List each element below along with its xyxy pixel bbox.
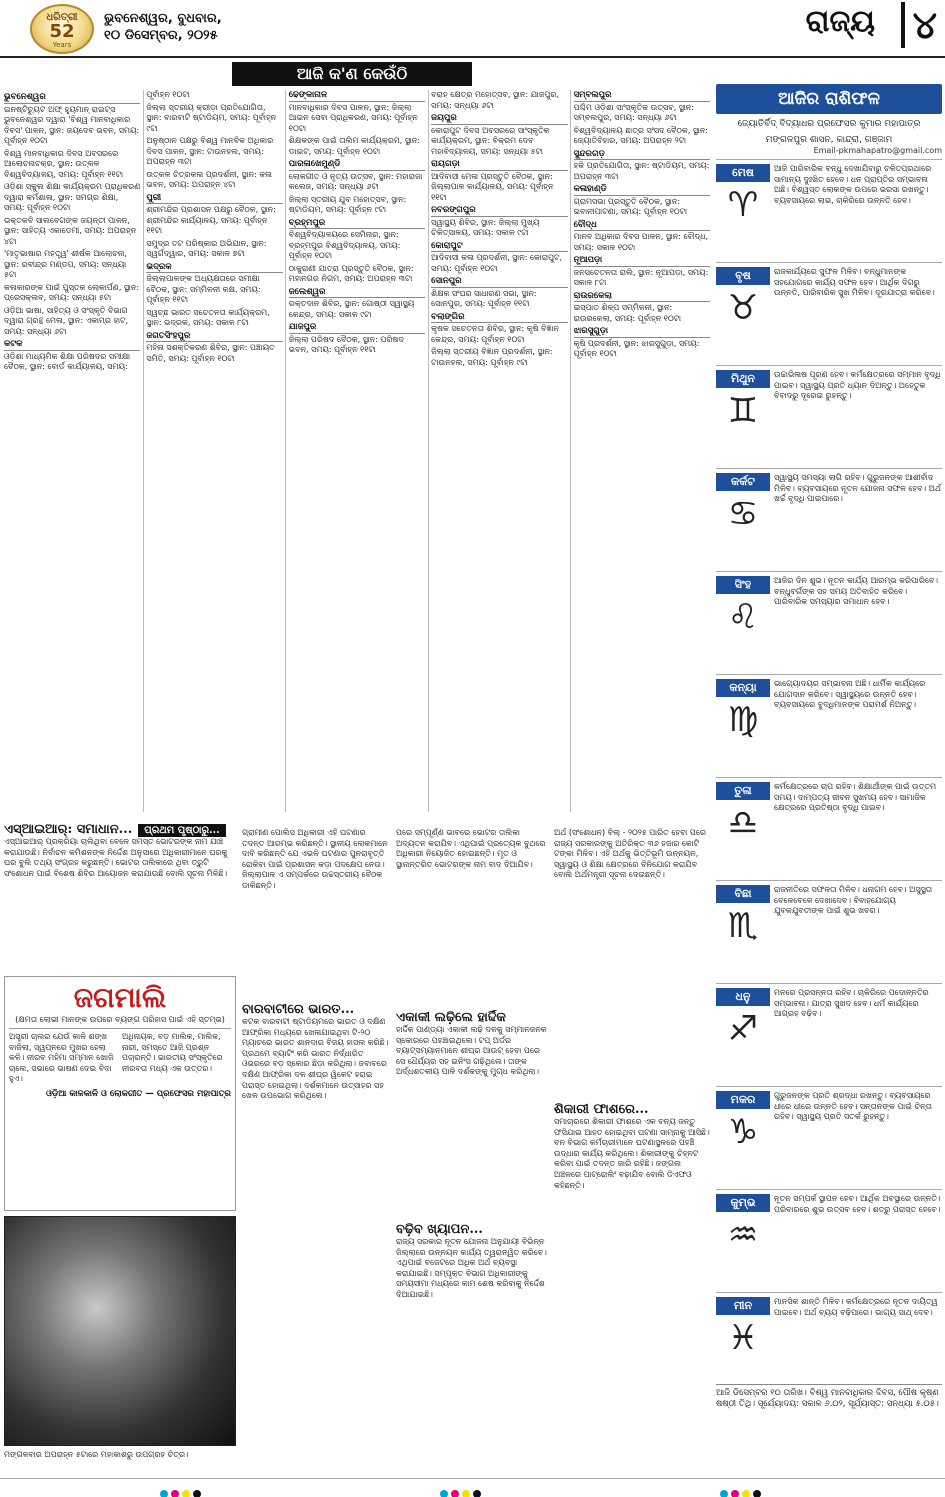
listing-item: ପଶ୍ଚିମ ଓଡ଼ିଶା ସାଂସ୍କୃତିକ ଉତ୍ସବ, ସ୍ଥାନ: ସମ୍ବଲପୁର, ସମୟ: ସନ୍ଧ୍ୟା ୬ଟା [573,102,694,122]
sign-prediction: ରାଜକାର୍ଯ୍ୟରେ ସୁଫଳ ମିଳିବ। ବନ୍ଧୁମାନଙ୍କ ସହଯୋଗରେ କାର୍ଯ୍ୟ ସଫଳ ହେବ। ଆର୍ଥିକ ଦିଗରୁ ଉନ୍ନତି, ପାରିବାରିକ ସୁଖ ମିଳିବ। ଦୂରଯାତ୍ରା କରିବେ। [774,267,935,297]
listing-city: ଢେଙ୍କାନାଳ [289,90,425,102]
news-barabati [242,1002,390,1442]
listing-item: ଭକ୍ତକବି ସାଲବେଗଙ୍କ ଜୟନ୍ତୀ ପାଳନ, ସ୍ଥାନ: ସାହିତ୍ୟ ଏକାଡେମୀ, ସମୟ: ଅପରାହ୍ନ ୪ଟା [4,215,137,246]
listing-city: ଯାଜପୁର [289,322,425,334]
listing-city: ନବରଙ୍ଗପୁର [431,205,567,217]
zodiac-symbol-icon: ♑ [727,1112,759,1152]
zodiac-sign [716,674,942,777]
listing-item: ବିଶ୍ୱ ମାନବାଧିକାର ଦିବସ ଅବସରରେ ଆଲୋଚନାଚକ୍ର, ସ୍ଥାନ: ଉତ୍କଳ ବିଶ୍ୱବିଦ୍ୟାଳୟ, ସମୟ: ପୂର୍ବାହ୍ନ ୧୧ଟା [4,148,124,179]
listing-city: କୋରାପୁଟ [431,241,567,253]
listing-item: ଶ୍ରୀମନ୍ଦିର ପ୍ରଶାସନ ପକ୍ଷରୁ ବୈଠକ, ସ୍ଥାନ: ଶ୍ରୀମନ୍ଦିର କାର୍ଯ୍ୟାଳୟ, ସମୟ: ପୂର୍ବାହ୍ନ ୧୧ଟା [146,205,276,235]
logo-name: ଧରିତ୍ରୀ [46,12,78,23]
sign-name: କନ୍ୟା [716,679,770,697]
listing-item: ଶିକ୍ଷକଙ୍କ ପାଇଁ ତାଲିମ କାର୍ଯ୍ୟକ୍ରମ, ସ୍ଥାନ: ଡାଇଟ, ସମୟ: ପୂର୍ବାହ୍ନ ୧୦ଟା [288,136,421,156]
listing-item: ଆଦିବାସୀ କଳା ପ୍ରଦର୍ଶନୀ, ସ୍ଥାନ: କୋରାପୁଟ, ସମୟ: ପୂର୍ବାହ୍ନ ୧୦ଟା [431,253,563,273]
page-number: ୪ [901,2,937,48]
listing-item: ଜିଲ୍ଲା ସ୍ତରୀୟ ବିଜ୍ଞାନ ପ୍ରଦର୍ଶନୀ, ସ୍ଥାନ: ଟାଉନହଲ, ସମୟ: ପୂର୍ବାହ୍ନ ୯ଟା [431,347,553,367]
listing-city: କଳାହାଣ୍ଡି [574,184,710,196]
jagamali-columns [9,1032,231,1085]
sign-badge [716,782,770,876]
sign-name: ସିଂହ [716,576,770,594]
listing-item: କୋରାପୁଟ ଦିବସ ଅବସରରେ ସାଂସ୍କୃତିକ କାର୍ଯ୍ୟକ୍ରମ, ସ୍ଥାନ: ବିକ୍ରମ ଦେବ ମହାବିଦ୍ୟାଳୟ, ସମୟ: ସନ୍ଧ୍ୟା ୫ଟା [431,125,550,156]
sign-badge [716,1194,770,1288]
news-police-body: ଗ୍ରାମୀଣ ପୋଲିସ ଅଧିକାରୀ ଏହି ଘଟଣାର ତଦନ୍ତ ଆରମ୍ଭ କରିଛନ୍ତି। ସ୍ଥାନୀୟ ଲୋକମାନେ ଦାବି କରିଛନ୍ତି ଯେ ଏଭଳି ଘଟଣାର ପୁନରାବୃତ୍ତି ରୋକିବା ପାଇଁ ପ୍ରଶାସନ କଡ଼ା ପଦକ୍ଷେପ ନେଉ। ଜିଲ୍ଲାପାଳ ଏ ସମ୍ପର୍କରେ ଉଚ୍ଚସ୍ତରୀୟ ବୈଠକ ଡାକିଛନ୍ତି। [242,828,388,890]
listing-city: ଝାରସୁଗୁଡ଼ା [574,326,710,338]
listing-item: ବରାହ କ୍ଷେତ୍ର ମହୋତ୍ସବ, ସ୍ଥାନ: ଯାଜପୁର, ସମୟ: ସନ୍ଧ୍ୟା ୬ଟା [431,90,559,110]
sign-prediction: ଆଜିର ଦିନ ଶୁଭ। ନୂତନ କାର୍ଯ୍ୟ ଆରମ୍ଭ କରିପାରିବେ। ବନ୍ଧୁବର୍ଗଙ୍କ ସହ ସମୟ ଅତିବାହିତ କରିବେ। ପାରିବାରିକ ସମସ୍ୟାର ସମାଧାନ ହେବ। [774,576,938,606]
sign-badge [716,164,770,258]
listing-city: ବ୍ରହ୍ମପୁର [289,218,425,230]
sign-prediction: ରାଜନୀତିରେ ସଫଳତା ମିଳିବ। ଧନାଗମ ହେବ। ଅସୁସ୍ଥତା ବେଳେବେଳେ ଦେଖାଦେବ। ବିବାହଯୋଗ୍ୟ ଯୁବକଯୁବତୀଙ୍କ ପାଇଁ ଶୁଭ ଖବର। [774,885,933,915]
zodiac-sign [716,983,942,1086]
listing-city: ରାଉରକେଲା [574,291,710,303]
registration-marks [160,1483,210,1493]
listing-item: ଅନୁଷ୍ଠାନ ପକ୍ଷରୁ ବିଶ୍ୱ ମାନବିକ ଅଧିକାର ଦିବସ ପାଳନ, ସ୍ଥାନ: ଟାଉନହଲ, ସମୟ: ଅପରାହ୍ନ ୩ଟା [146,136,274,166]
listing-item: ଓଡ଼ିଆ ଭାଷା, ସାହିତ୍ୟ ଓ ସଂସ୍କୃତି ବିଭାଗ ଦ୍ୱାରା ଗ୍ରନ୍ଥ ମେଳା, ସ୍ଥାନ: ଏକାମ୍ର ହାଟ, ସମୟ: ସନ୍ଧ୍ୟା ୬ଟା [4,305,129,336]
newspaper-logo[interactable] [30,4,94,54]
festival-note: ଆଜି ଡିସେମ୍ବର ୧୦ ତାରିଖ। ବିଶ୍ୱ ମାନବାଧିକାର ଦିବସ, ପୌଷ କୃଷ୍ଣ ଷଷ୍ଠୀ ତିଥି। ସୂର୍ଯ୍ୟୋଦୟ: ସକାଳ ୬.୦୨, ସୂର୍ଯ୍ୟାସ୍ତ: ସନ୍ଧ୍ୟା ୫.୦୫। [716,1384,942,1410]
sign-badge [716,267,770,361]
news-sikari-body: ସମାଚାରରେ ଶିକାରୀ ଫାଶରେ ଏକ ବନ୍ୟ ଜନ୍ତୁ ଫସିଯାଇ ଆହତ ହୋଇଥିବା ଘଟଣା ସାମ୍ନାକୁ ଆସିଛି। ବନ ବିଭାଗ କର୍ମଚାରୀମାନେ ଘଟଣାସ୍ଥଳରେ ପହଞ୍ଚି ଉଦ୍ଧାର କାର୍ଯ୍ୟ କରିଥିଲେ। ଶିକାରୀଙ୍କୁ ଚିହ୍ନଟ କରିବା ପାଇଁ ତଦନ୍ତ ଜାରି ରହିଛି। ଜଙ୍ଗଲ ଅଞ୍ଚଳରେ ପାଟ୍ରୋଲିଂ ବଢ଼ାଯିବ ବୋଲି ଡିଏଫଓ କହିଛନ୍ତି। [554,1117,710,1190]
zodiac-symbol-icon: ♓ [727,1318,759,1358]
listing-item: ସମୁଦ୍ର ତଟ ପରିଷ୍କାର ଅଭିଯାନ, ସ୍ଥାନ: ସ୍ୱର୍ଗଦ୍ୱାର, ସମୟ: ସକାଳ ୭ଟା [146,238,267,258]
listing-item: ସ୍ୱଚ୍ଛ ଭାରତ ସଚେତନତା କାର୍ଯ୍ୟକ୍ରମ, ସ୍ଥାନ: ଭଦ୍ରକ, ସମୟ: ସକାଳ ୮ଟା [146,307,270,327]
zodiac-symbol-icon: ♏ [727,906,759,946]
zodiac-sign [716,1086,942,1189]
listing-item: କୃଷକ ସଚେତନତା ଶିବିର, ସ୍ଥାନ: କୃଷି ବିଜ୍ଞାନ କେନ୍ଦ୍ର, ସମୟ: ପୂର୍ବାହ୍ନ ୧୦ଟା [431,324,559,344]
zodiac-sign [716,1189,942,1292]
news-barabati-body: କଟକ ବାରବାଟୀ ଷ୍ଟାଡିୟମରେ ଭାରତ ଓ ଦକ୍ଷିଣ ଆଫ୍ରିକା ମଧ୍ୟରେ ଖେଳାଯାଇଥିବା ଟି-୨୦ ମ୍ୟାଚରେ ଭାରତ ଶାନଦାର ବିଜୟ ହାସଲ କରିଛି। ପ୍ରଥମେ ବ୍ୟାଟିଂ କରି ଭାରତ ନିର୍ଦ୍ଧାରିତ ଓଭରରେ ବଡ଼ ସ୍କୋର ଛିଡ଼ା କରିଥିଲା। ଜବାବରେ ଦକ୍ଷିଣ ଆଫ୍ରିକା ଦଳ ଶୀଘ୍ର ୱିକେଟ ହରାଇ ପରାସ୍ତ ହୋଇଥିଲା। ଦର୍ଶକମାନେ ଉତ୍ସାହର ସହ ଖେଳ ଉପଭୋଗ କରିଥିଲେ। [242,1017,389,1101]
zodiac-symbol-icon: ♒ [727,1215,759,1255]
sign-name: ମେଷ [716,164,770,182]
jagamali-title: ଜଗମାଲି [73,981,167,1014]
news-hardik [396,1010,548,1220]
listing-city: ନୂଆପଡ଼ା [574,255,710,267]
jagamali-box [4,976,236,1211]
news-hardik-title: ଏକାକୀ ଲଢ଼ିଲେ ହାର୍ଦ୍ଦିକ [396,1010,506,1025]
sign-name: କର୍କଟ [716,473,770,491]
sign-badge [716,885,770,979]
zodiac-symbol-icon: ♎ [727,803,759,843]
listing-city: ପାରଳାଖେମୁଣ୍ଡି [289,159,425,171]
sign-badge [716,576,770,670]
zodiac-symbol-icon: ♋ [727,494,759,534]
sign-name: ତୁଳା [716,782,770,800]
sign-prediction: ଗୁରୁଜନଙ୍କ ପ୍ରତି ଶ୍ରଦ୍ଧା ରଖନ୍ତୁ। ବ୍ୟବସାୟରେ ଧୀରେ ଧୀରେ ଉନ୍ନତି ହେବ। ସନ୍ତାନଙ୍କ ପାଇଁ ଚିନ୍ତା ରହିବ। ସ୍ୱାସ୍ଥ୍ୟ ପ୍ରତି ସତର୍କ ରୁହନ୍ତୁ। [774,1091,932,1121]
listing-city: ରାୟଗଡ଼ା [431,159,567,171]
listing-city: ସୋନପୁର [431,276,567,288]
satellite-caption: ମଙ୍ଗଳବାର ଅପରାହ୍ନ ୫ଟାରେ ମହାକାଶରୁ ଉପଗ୍ରହ ଚିତ୍ର। [4,1450,189,1459]
listing-item: ଜିଲ୍ଲା ସ୍ତରୀୟ କ୍ରୀଡ଼ା ପ୍ରତିଯୋଗିତା, ସ୍ଥାନ: ବାରବାଟି ଷ୍ଟାଡିୟମ, ସମୟ: ପୂର୍ବାହ୍ନ ୯ଟା [146,102,277,133]
sign-prediction: ନୂତନ ସମ୍ପର୍କ ସ୍ଥାପନ ହେବ। ଆର୍ଥିକ ଅବସ୍ଥାରେ ଉନ୍ନତି। ପରିବାରରେ ଶୁଭ ଉତ୍ସବ ହେବ। ଶତ୍ରୁ ପରାସ୍ତ ହେବେ। [774,1194,941,1214]
zodiac-sign [716,262,942,365]
continued-tag: ପ୍ରଥମ ପୃଷ୍ଠାରୁ... [138,824,225,837]
satellite-image [4,1216,236,1446]
listing-item: ମାନବାଧିକାର ଦିବସ ପାଳନ, ସ୍ଥାନ: ଜିଲ୍ଲା ଆଇନ ସେବା ପ୍ରାଧିକରଣ, ସମୟ: ପୂର୍ବାହ୍ନ ୧୦ଟା [288,102,418,133]
listing-city: ସୁନ୍ଦରଗଡ଼ [574,149,710,161]
listing-item: ମହିଳା ସଶକ୍ତିକରଣ ଶିବିର, ସ୍ଥାନ: ପଞ୍ଚାୟତ ସମିତି, ସମୟ: ପୂର୍ବାହ୍ନ ୧୦ଟା [146,343,275,363]
listing-city: ପୁରୀ [146,193,282,205]
dateline [104,10,222,44]
masthead [0,0,945,58]
sign-name: ବିଛା [716,885,770,903]
date-line-2: ୧୦ ଡିସେମ୍ବର, ୨୦୨୫ [104,28,218,43]
listing-city: ସମ୍ବଲପୁର [574,90,710,102]
listing-item: ସ୍ୱାସ୍ଥ୍ୟ ଶିବିର, ସ୍ଥାନ: ଜିଲ୍ଲା ମୁଖ୍ୟ ଚିକିତ୍ସାଳୟ, ସମୟ: ସକାଳ ୯ଟା [431,217,540,237]
listing-item: ଇସ୍ପାତ ଶିଳ୍ପ ସମ୍ମିଳନୀ, ସ୍ଥାନ: ରାଉରକେଲା, ସମୟ: ପୂର୍ବାହ୍ନ ୧୦ଟା [573,303,682,323]
listing-item: କଳାକାରଙ୍କ ପାଇଁ ପୁସ୍ତକ ଲୋକାର୍ପଣ, ସ୍ଥାନ: ପ୍ରେସକ୍ଲବ, ସମୟ: ସନ୍ଧ୍ୟା ୫ଟା [4,282,140,302]
listing-item: ଜିଲ୍ଲା ସ୍ତରୀୟ ଯୁବ ମହୋତ୍ସବ, ସ୍ଥାନ: ଷ୍ଟାଡିୟମ, ସମୟ: ପୂର୍ବାହ୍ନ ୯ଟା [288,194,407,214]
events-banner: ଆଜି କ'ଣ କେଉଁଠି [232,62,472,86]
zodiac-sign [716,777,942,880]
listing-item: ଠାକୁରାଣୀ ଯାତ୍ରା ପ୍ରସ୍ତୁତି ବୈଠକ, ସ୍ଥାନ: ମହାନଗର ନିଗମ, ସମୟ: ଅପରାହ୍ନ ୩ଟା [288,263,414,283]
registration-marks [720,1483,770,1493]
news-baddhi-body: ରାଜ୍ୟ ସରକାର ନୂତନ ଯୋଜନା ଅନୁଯାୟୀ ବିଭିନ୍ନ ଜିଲ୍ଲାରେ ଉନ୍ନୟନ କାର୍ଯ୍ୟ ତ୍ୱରାନ୍ୱିତ କରିବେ। ଏଥିପାଇଁ ବଜେଟରେ ଅଧିକ ଅର୍ଥ ବ୍ୟବସ୍ଥା କରାଯାଇଛି। ସମ୍ପୃକ୍ତ ବିଭାଗ ଅଧିକାରୀଙ୍କୁ ସମୟସୀମା ମଧ୍ୟରେ କାମ ଶେଷ କରିବାକୁ ନିର୍ଦ୍ଦେଶ ଦିଆଯାଇଛି। [396,1237,547,1299]
listing-item: ଲୋକଗୀତ ଓ ନୃତ୍ୟ ଉତ୍ସବ, ସ୍ଥାନ: ମହାରାଜା କଲେଜ, ସମୟ: ସନ୍ଧ୍ୟା ୬ଟା [288,171,423,191]
news-sikari-title: ଶିକାରୀ ଫାଶରେ... [554,1102,649,1117]
sign-badge [716,679,770,773]
zodiac-sign [716,1292,942,1395]
listing-item: ଆଦିବାସୀ ମେଳା ପ୍ରସ୍ତୁତି ବୈଠକ, ସ୍ଥାନ: ଜିଲ୍ଲାପାଳ କାର୍ଯ୍ୟାଳୟ, ସମୟ: ପୂର୍ବାହ୍ନ ୧୧ଟା [431,171,554,202]
horoscope-title: ଆଜିର ରାଶିଫଳ [716,84,942,114]
logo-years: 52 [49,21,75,42]
news-sir-body: ଏସ୍ଆଇଆର୍ ପ୍ରକ୍ରିୟା ଚାଲିଥିବା ବେଳେ ସମସ୍ତ ଭୋଟରଙ୍କ ନାମ ଯାଞ୍ଚ କରାଯାଉଛି। ନିର୍ବାଚନ କମିଶନଙ୍କ ନିର୍ଦ୍ଦେଶ ଅନୁସାରେ ଅଧିକାରୀମାନେ ଘରକୁ ଘର ବୁଲି ତଥ୍ୟ ସଂଗ୍ରହ କରୁଛନ୍ତି। ଭୋଟର ତାଲିକାରେ ଥିବା ତ୍ରୁଟି ସଂଶୋଧନ ପାଇଁ ବିଶେଷ ଶିବିର ଆୟୋଜନ କରାଯାଉଛି ବୋଲି ସୂଚନା ମିଳିଛି। [4,837,228,878]
news-baddhi [396,1222,548,1442]
listing-city: ବୌଦ୍ଧ [574,220,710,232]
sign-name: ଧନୁ [716,988,770,1006]
zodiac-sign [716,159,942,262]
listing-city: ବଲାଙ୍ଗିର [431,312,567,324]
listing-item: ଉତ୍କଳ ଚିତ୍ରକଳା ପ୍ରଦର୍ଶନୀ, ସ୍ଥାନ: କଳା ଭବନ, ସମୟ: ଅପରାହ୍ନ ୪ଟା [146,169,272,189]
listing-item: ହକି ପ୍ରତିଯୋଗିତା, ସ୍ଥାନ: ଷ୍ଟାଡିୟମ, ସମୟ: ଅପରାହ୍ନ ୩ଟା [573,161,710,181]
listing-item: ବିଶ୍ୱବିଦ୍ୟାଳୟ ଛାତ୍ର ସଂସଦ ବୈଠକ, ସ୍ଥାନ: ଜ୍ୟୋତିବିହାର, ସମୟ: ଅପରାହ୍ନ ୨ଟା [573,125,708,145]
logo-sub: Years [52,41,72,49]
listing-city: ଜଲେଶ୍ୱର [289,287,425,299]
listing-item: ମାନବ ଅଧିକାର ଦିବସ ପାଳନ, ସ୍ଥାନ: ବୌଦ୍ଧ, ସମୟ: ସକାଳ ୧୦ଟା [573,232,709,252]
zodiac-symbol-icon: ♉ [727,288,759,328]
sign-badge [716,473,770,567]
listing-city: ଜୟପୁର [431,113,567,125]
jagamali-author: ଓଡ଼ିଆ କାଳକାଳି ଓ ଲୋକଗୀତ — ପ୍ରଫେସର ମହାପାତ୍ର [46,1088,231,1099]
sign-prediction: ମନରେ ପ୍ରସନ୍ନତା ରହିବ। ଚାକିରିରେ ପଦୋନ୍ନତିର ସମ୍ଭାବନା। ଯାତ୍ରା ସୁଖଦ ହେବ। ଧର୍ମ କାର୍ଯ୍ୟରେ ଆଗ୍ରହ ବଢ଼ିବ। [774,988,929,1018]
sign-badge [716,370,770,464]
news-sikari [554,1102,710,1442]
zodiac-symbol-icon: ♈ [727,185,759,225]
zodiac-sign [716,468,942,571]
zodiac-symbol-icon: ♊ [727,391,759,431]
listing-item: ବିଶ୍ୱବିଦ୍ୟାଳୟରେ ସେମିନାର, ସ୍ଥାନ: ବ୍ରହ୍ମପୁର ବିଶ୍ୱବିଦ୍ୟାଳୟ, ସମୟ: ପୂର୍ବାହ୍ନ ୧୦ଟା [288,230,401,260]
astrologer-name: ଜ୍ୟୋତିର୍ବିଦ୍ ବିଦ୍ୟାଧର ପ୍ରଫେସର କୁମାର ମହାପାତ୍ର [737,119,921,129]
sign-prediction: କର୍ମକ୍ଷେତ୍ରରେ ଚାପ ରହିବ। ଶିକ୍ଷାର୍ଥୀଙ୍କ ପାଇଁ ଉତ୍ତମ ସମୟ। ଦାମ୍ପତ୍ୟ ଜୀବନ ସୁଖମୟ ହେବ। ସାମାଜିକ କ୍ଷେତ୍ରରେ ପ୍ରତିଷ୍ଠା ବୃଦ୍ଧି ପାଇବ। [774,782,937,812]
jagamali-intro: (କ୍ଷମତା ଲୋଭୀ ମାନଙ୍କ ଉପରେ ବ୍ୟଙ୍ଗ ପରିହାସ ପାଇଁ ଏହି ସ୍ତମ୍ଭ) [9,1015,231,1029]
date-line-1: ଭୁବନେଶ୍ୱର, ବୁଧବାର, [104,11,222,26]
news-finance-body: ଅର୍ଥ (ସଂଶୋଧନ) ବିଲ୍ - ୨୦୨୫ ପାରିତ ହେବା ପରେ ରାଜ୍ୟ ସରକାରଙ୍କୁ ଅତିରିକ୍ତ ୩୬ ହଜାର କୋଟି ଟଙ୍କା ମିଳିବ। ଏହି ଅର୍ଥକୁ ଭିତ୍ତିଭୂମି ଉନ୍ନୟନ, ସ୍ୱାସ୍ଥ୍ୟ ଓ ଶିକ୍ଷା କ୍ଷେତ୍ରରେ ବିନିଯୋଗ କରାଯିବ ବୋଲି ଅର୍ଥମନ୍ତ୍ରୀ ସୂଚନା ଦେଇଛନ୍ତି। [554,828,706,880]
listing-city: କଟକ [4,339,140,351]
zodiac-sign [716,571,942,674]
news-sir-title [4,822,236,837]
listing-item: ଜିଲ୍ଲା ପରିଷଦ ବୈଠକ, ସ୍ଥାନ: ପରିଷଦ ଭବନ, ସମୟ: ପୂର୍ବାହ୍ନ ୧୧ଟା [288,334,404,354]
astrologer-email[interactable]: Email-pkmahapatro@gmail.com [813,146,942,155]
listing-item: ଇନଷ୍ଟିଚ୍ୟୁଟ ଅଫ୍ ହ୍ୟୁମାନ୍ ରାଇଟ୍ସ ଭୁବନେଶ୍ୱର ଦ୍ୱାରା 'ବିଶ୍ୱ ମାନବାଧିକାର ଦିବସ' ପାଳନ, ସ୍ଥାନ: ଜୟଦେବ ଭବନ, ସମୟ: ପୂର୍ବାହ୍ନ ୧୦ଟା [4,104,140,145]
sign-prediction: ସ୍ୱାସ୍ଥ୍ୟ ସମସ୍ୟା ଲାଗି ରହିବ। ଗୁରୁଜନଙ୍କ ଆଶୀର୍ବାଦ ମିଳିବ। ବ୍ୟବସାୟରେ ନୂତନ ଯୋଜନା ସଫଳ ହେବ। ଅର୍ଥ ଖର୍ଚ୍ଚ ବୃଦ୍ଧି ପାଇପାରେ। [774,473,941,503]
listing-item: ଶିକ୍ଷକ ସଂଘର ସାଧାରଣ ସଭା, ସ୍ଥାନ: ସୋନପୁର, ସମୟ: ପୂର୍ବାହ୍ନ ୧୧ଟା [431,288,537,308]
sign-prediction: ଭାଗ୍ୟୋଦୟର ସମ୍ଭାବନା ଅଛି। ଧାର୍ମିକ କାର୍ଯ୍ୟରେ ଯୋଗଦାନ କରିବେ। ସ୍ୱାସ୍ଥ୍ୟରେ ଉନ୍ନତି ହେବ। ବ୍ୟବସାୟରେ ବୁଦ୍ଧିମାନଙ୍କ ପରାମର୍ଶ ନିଅନ୍ତୁ। [774,679,926,709]
zodiac-sign [716,365,942,468]
astrologer-place: ମଙ୍ଗଳପୁର ଶାସନ, କାନ୍ଦ୍ରା, ଗଞ୍ଜାମ [765,135,893,145]
sign-name: କୁମ୍ଭ [716,1194,770,1212]
news-hardik-body: ହାର୍ଦ୍ଦିକ ପାଣ୍ଡ୍ୟା ଏକାକୀ ଲଢ଼ି ଦଳକୁ ସମ୍ମାନଜନକ ସ୍କୋରରେ ପହଞ୍ଚାଇଥିଲେ। ଟପ୍ ଅର୍ଡର ବ୍ୟାଟ୍ସମ୍ୟାନମାନେ ଶୀଘ୍ର ଆଉଟ୍ ହେବା ପରେ ସେ ଧୈର୍ଯ୍ୟର ସହ ଇନିଂସ ଗଢ଼ିଥିଲେ। ତାଙ୍କ ଅର୍ଦ୍ଧଶତକୀୟ ପାଳି ଦର୍ଶକଙ୍କୁ ମୁଗ୍ଧ କରିଥିଲା। [396,1025,547,1077]
listing-city: ଭୁବନେଶ୍ୱର [4,92,140,104]
listing-item: ଗ୍ରାମସଭା ପ୍ରସ୍ତୁତି ବୈଠକ, ସ୍ଥାନ: ଭବାନୀପାଟଣା, ସମୟ: ପୂର୍ବାହ୍ନ ୧୦ଟା [573,196,688,216]
sign-prediction: ଆଜି ପାରିବାରିକ ବନ୍ଧୁ ଦେଖାଯିବାରୁ ଚଳିତପ୍ରଥାରେ ସାମାନ୍ୟ ଦୁଃଖିତ ହେବେ। ଧନ ପ୍ରାପ୍ତିର ସମ୍ଭାବନା ଅଛି। ବିଶ୍ୱସ୍ତ ଲୋକଙ୍କ ଉପରେ ଭରସା ରଖନ୍ତୁ। ବ୍ୟବସାୟରେ ଲାଭ, ଚାକିରିରେ ଉନ୍ନତି ହେବ। [774,164,932,205]
registration-marks [440,1483,490,1493]
print-registration-bar [0,1478,945,1497]
zodiac-signs [716,159,942,1395]
listing-item: 'ମାତୃଭାଷାର ମହତ୍ତ୍ୱ' ଶୀର୍ଷକ ଆଲୋଚନା, ସ୍ଥାନ: ରବୀନ୍ଦ୍ର ମଣ୍ଡପ, ସମୟ: ସନ୍ଧ୍ୟା ୫ଟା [4,249,127,279]
zodiac-symbol-icon: ♌ [727,597,759,637]
section-title: ରାଜ୍ୟ [805,4,875,39]
news-voter-body: ପରେ ସମ୍ପୂର୍ଣ୍ଣ ଭାବରେ ଭୋଟର ତାଲିକା ଅଦ୍ୟତନ କରାଯିବ। ଏଥିପାଇଁ ପ୍ରତ୍ୟେକ ବୁଥରେ ଅଧିକାରୀ ନିୟୋଜିତ ହୋଇଛନ୍ତି। ମୃତ ଓ ସ୍ଥାନାନ୍ତରିତ ଭୋଟରଙ୍କ ନାମ ବାଦ ଦିଆଯିବ। [396,828,546,869]
news-sir-solution [4,822,236,972]
event-listings [4,90,710,812]
listing-item: ରକ୍ତଦାନ ଶିବିର, ସ୍ଥାନ: ଗୋଷ୍ଠୀ ସ୍ୱାସ୍ଥ୍ୟ କେନ୍ଦ୍ର, ସମୟ: ସକାଳ ୯ଟା [288,299,415,319]
listing-item: ଓଡ଼ିଶା ସ୍କୁଲ ଶିକ୍ଷା କାର୍ଯ୍ୟକ୍ରମ ପ୍ରାଧିକରଣ ଦ୍ୱାରା କର୍ମଶାଳା, ସ୍ଥାନ: ସମଗ୍ର ଶିକ୍ଷା, ସମୟ: ପୂର୍ବାହ୍ନ ୧୦ଟା [4,182,141,212]
zodiac-symbol-icon: ♐ [727,1009,759,1049]
horoscope-column [716,84,942,1384]
sign-badge [716,1297,770,1391]
sign-name: ମିଥୁନ [716,370,770,388]
zodiac-sign [716,880,942,983]
listing-item: କୃଷି ପ୍ରଦର୍ଶନୀ, ସ୍ଥାନ: ଝାରସୁଗୁଡ଼ା, ସମୟ: ପୂର୍ବାହ୍ନ ୧୦ଟା [573,338,700,358]
zodiac-symbol-icon: ♍ [727,700,759,740]
jagamali-left: ଅସ୍ତ୍ରୀ ଚାଲର ଯେଉଁ କାଳି ଶଙ୍ଖ ବାଜିଲା, ସ୍ୱପ୍ନରେ ମୁଖର ହେଲା କଳି। ନୀରବ ମହିମା ସମ୍ମାନ ଖୋଜି ଚାଲେ, ସଭାରେ ଭାଷଣ ଦେଇ ବିଦା ହୁଏ। [9,1032,114,1083]
news-sir-headline: ଏସ୍ଆଇଆର୍: ସମାଧାନ... [4,822,133,837]
news-baddhi-title: ବଢ଼ିବ ଖ୍ୟାପନ... [396,1222,483,1237]
sign-badge [716,1091,770,1185]
sign-prediction: ମାନସିକ ଶାନ୍ତି ମିଳିବ। କର୍ମକ୍ଷେତ୍ରରେ ନୂତନ ଦାୟିତ୍ୱ ପାଇବେ। ଅର୍ଥ ବ୍ୟୟ ବଢ଼ିପାରେ। ଭାଗ୍ୟ ସାଥ୍ ଦେବ। [774,1297,938,1317]
sign-prediction: ଉଚ୍ଚାଭିଳାଷ ପୂରଣ ହେବ। କର୍ମକ୍ଷେତ୍ରରେ ସମ୍ମାନ ବୃଦ୍ଧି ପାଇବ। ସ୍ୱାସ୍ଥ୍ୟ ପ୍ରତି ଧ୍ୟାନ ଦିଅନ୍ତୁ। ଅହେତୁକ ବିବାଦରୁ ଦୂରେଇ ରୁହନ୍ତୁ। [774,370,941,400]
listing-item: ଜନସଚେତନତା ରାଲି, ସ୍ଥାନ: ନୂଆପଡ଼ା, ସମୟ: ସକାଳ ୮ଟା [573,267,709,287]
listing-item: ଓଡ଼ିଶା ମାଧ୍ୟମିକ ଶିକ୍ଷା ପରିଷଦର ସମୀକ୍ଷା ବୈଠକ, ସ୍ଥାନ: ବୋର୍ଡ କାର୍ଯ୍ୟାଳୟ, ସମୟ: ପୂର୍ବାହ୍ନ ୧୦ଟା [4,90,190,371]
listing-city: ଭଦ୍ରକ [146,262,282,274]
sign-name: ବୃଷ [716,267,770,285]
listing-city: ଜଗତସିଂହପୁର [146,331,282,343]
jagamali-right: ଅଧିନାୟକ, ବଡ଼ ମାଲିକ, ମାଲିକ, ନାରୀ, ସମସ୍ତେ ଆଜି ପ୍ରଶ୍ନ ପଚାରନ୍ତି। ଭାରତୀୟ ସଂସ୍କୃତିରେ ନୀରବତା ମଧ୍ୟ ଏକ ଉତ୍ତର। [122,1032,223,1073]
news-barabati-title: ବାରବାଟୀରେ ଭାରତ... [242,1002,355,1017]
listing-item: ଜିଲ୍ଲାପାଳଙ୍କ ଅଧ୍ୟକ୍ଷତାରେ ସମୀକ୍ଷା ବୈଠକ, ସ୍ଥାନ: ସମ୍ମିଳନୀ କକ୍ଷ, ସମୟ: ପୂର୍ବାହ୍ନ ୧୧ଟା [146,274,261,304]
sign-name: ମୀନ [716,1297,770,1315]
sign-badge [716,988,770,1082]
sign-name: ମକର [716,1091,770,1109]
